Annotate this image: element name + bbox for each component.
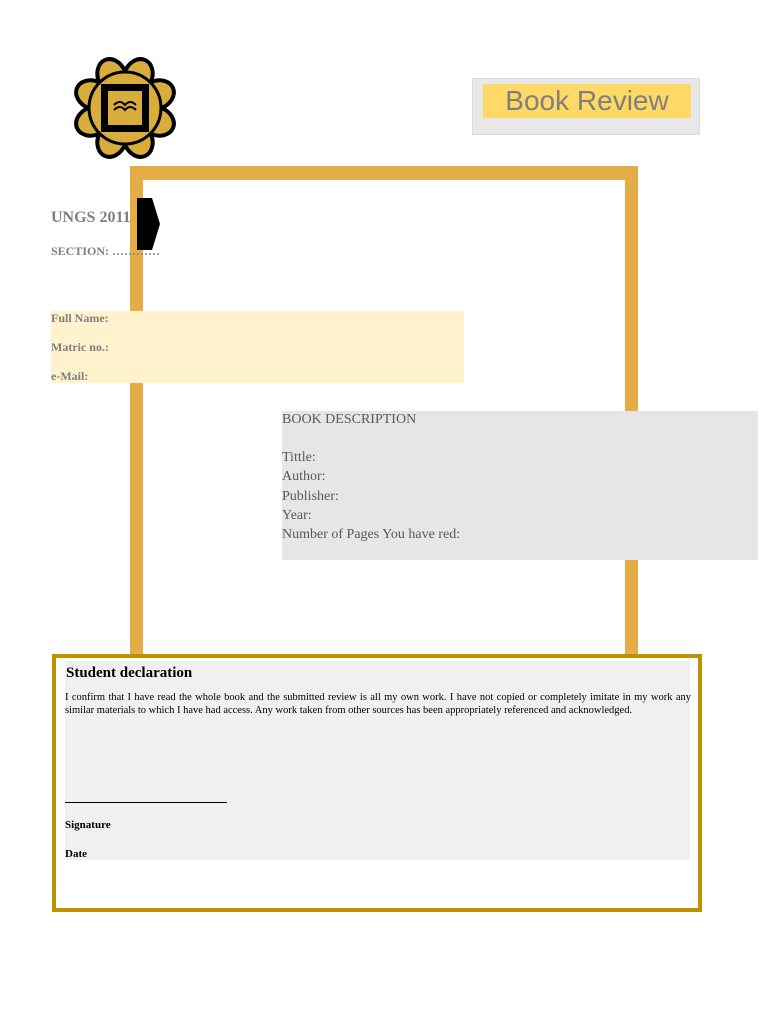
email-field[interactable]: e-Mail: (51, 369, 89, 383)
book-description-box (282, 411, 758, 560)
declaration-text: I confirm that I have read the whole book and the submitted review is all my own work. I have not copied or completely imitate in my work any similar materials to which I have had access. Any work taken from other sources has been appropriately referenced and acknowledged. (65, 692, 691, 716)
book-description-heading: BOOK DESCRIPTION (282, 412, 417, 427)
student-declaration-box (52, 654, 702, 912)
publisher-field[interactable]: Publisher: (282, 489, 339, 504)
signature-label: Signature (65, 819, 111, 831)
course-code: UNGS 2011 (51, 209, 131, 226)
matric-no-field[interactable]: Matric no.: (51, 340, 109, 354)
frame-top-bar (130, 166, 638, 180)
student-info-box (51, 311, 464, 383)
full-name-field[interactable]: Full Name: (51, 311, 109, 325)
title-box (472, 78, 700, 135)
date-label: Date (65, 848, 87, 860)
page-title: Book Review (483, 84, 691, 118)
section-label: SECTION: ………… (51, 244, 161, 258)
signature-line[interactable] (65, 802, 227, 803)
pages-read-field[interactable]: Number of Pages You have red: (282, 527, 461, 542)
university-crest-logo (68, 54, 182, 162)
declaration-heading: Student declaration (66, 665, 193, 681)
year-field[interactable]: Year: (282, 508, 312, 523)
arrow-marker-icon (136, 197, 162, 251)
title-field[interactable]: Tittle: (282, 450, 316, 465)
author-field[interactable]: Author: (282, 469, 326, 484)
declaration-content (65, 661, 690, 860)
